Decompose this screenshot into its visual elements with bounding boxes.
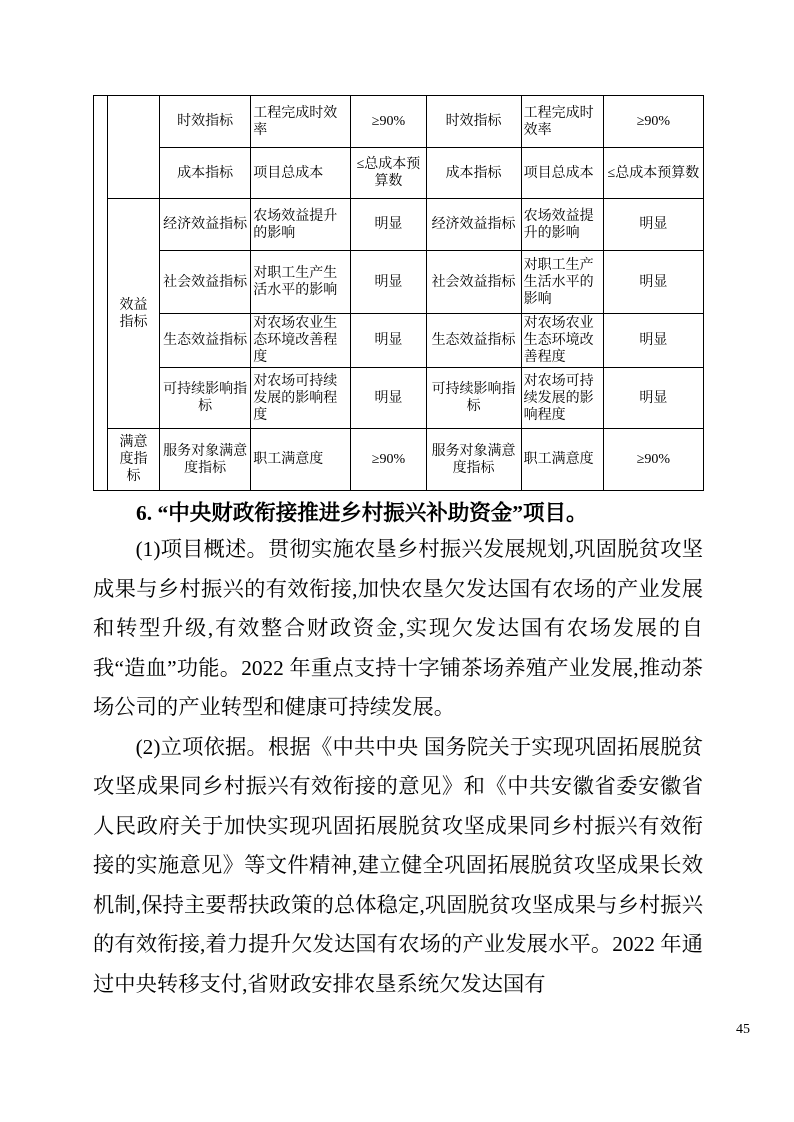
table-cell-group-satisfaction: 满意度指标	[108, 429, 160, 491]
table-cell: 明显	[351, 199, 426, 251]
table-cell: ≤总成本预算数	[603, 148, 703, 199]
table-cell: 对农场农业生态环境改善程度	[251, 314, 351, 368]
table-cell: 明显	[603, 314, 703, 368]
table-cell: 可持续影响指标	[426, 368, 521, 429]
table-cell: 生态效益指标	[160, 314, 251, 368]
table-cell: 职工满意度	[521, 429, 603, 491]
table-cell: 工程完成时效率	[521, 96, 603, 148]
table-cell: 对职工生产生活水平的影响	[521, 251, 603, 314]
table-cell-left-spanner	[94, 96, 108, 491]
table-cell: 经济效益指标	[160, 199, 251, 251]
paragraph-project-overview: (1)项目概述。贯彻实施农垦乡村振兴发展规划,巩固脱贫攻坚成果与乡村振兴的有效衔接,加快农垦欠发达国有农场的产业发展和转型升级,有效整合财政资金,实现欠发达国有农场发展的自我“造血”功能。2022 年重点支持十字铺茶场养殖产业发展,推动茶场公司的产业转型和健康可持续发展。	[93, 537, 703, 719]
table-cell: 时效指标	[160, 96, 251, 148]
table-cell: 明显	[351, 251, 426, 314]
table-cell: ≥90%	[603, 96, 703, 148]
table-cell: 项目总成本	[521, 148, 603, 199]
table-cell: 成本指标	[426, 148, 521, 199]
table-cell: 对农场农业生态环境改善程度	[521, 314, 603, 368]
paragraph-project-basis: (2)立项依据。根据《中共中央 国务院关于实现巩固拓展脱贫攻坚成果同乡村振兴有效衔接的意见》和《中共安徽省委安徽省人民政府关于加快实现巩固拓展脱贫攻坚成果同乡村振兴有效衔接的实施意见》等文件精神,建立健全巩固拓展脱贫攻坚成果长效机制,保持主要帮扶政策的总体稳定,巩固脱贫攻坚成果与乡村振兴的有效衔接,着力提升欠发达国有农场的产业发展水平。2022 年通过中央转移支付,省财政安排农垦系统欠发达国有	[93, 734, 703, 996]
table-cell: 农场效益提升的影响	[251, 199, 351, 251]
section-heading: 6. “中央财政衔接推进乡村振兴补助资金”项目。	[136, 501, 588, 525]
table-cell: 明显	[603, 199, 703, 251]
table-cell: 明显	[351, 314, 426, 368]
table-cell: 可持续影响指标	[160, 368, 251, 429]
table-cell: 经济效益指标	[426, 199, 521, 251]
table-cell: 对农场可持续发展的影响程度	[521, 368, 603, 429]
table-cell: 时效指标	[426, 96, 521, 148]
page-number: 45	[736, 1022, 750, 1037]
performance-indicator-table	[93, 95, 704, 491]
table-cell: 生态效益指标	[426, 314, 521, 368]
table-cell: ≥90%	[603, 429, 703, 491]
table-cell: 成本指标	[160, 148, 251, 199]
table-cell: 项目总成本	[251, 148, 351, 199]
table-cell: 职工满意度	[251, 429, 351, 491]
table-cell-group-empty	[108, 96, 160, 199]
section-6	[93, 497, 703, 1004]
table-cell-group-benefit: 效益指标	[108, 199, 160, 429]
table-cell: 对农场可持续发展的影响程度	[251, 368, 351, 429]
table-cell: ≥90%	[351, 96, 426, 148]
table-cell: 服务对象满意度指标	[160, 429, 251, 491]
table-cell: ≤总成本预算数	[351, 148, 426, 199]
table-cell: 服务对象满意度指标	[426, 429, 521, 491]
table-cell: 明显	[603, 368, 703, 429]
table-cell: 明显	[603, 251, 703, 314]
table-cell: 社会效益指标	[426, 251, 521, 314]
table-cell: 明显	[351, 368, 426, 429]
table-cell: 社会效益指标	[160, 251, 251, 314]
table-cell: ≥90%	[351, 429, 426, 491]
table-cell: 农场效益提升的影响	[521, 199, 603, 251]
table-cell: 工程完成时效率	[251, 96, 351, 148]
table-cell: 对职工生产生活水平的影响	[251, 251, 351, 314]
